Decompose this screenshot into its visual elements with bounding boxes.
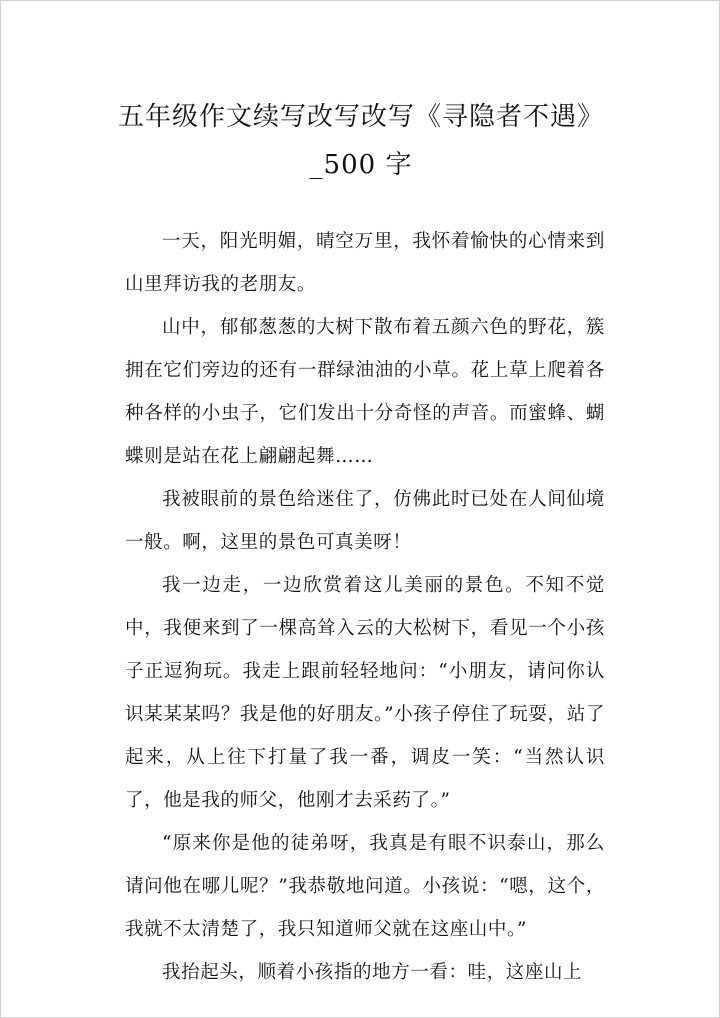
paragraph-3: 我被眼前的景色给迷住了，仿佛此时已处在人间仙境一般。啊，这里的景色可真美呀！	[125, 489, 605, 553]
document-title-line-2: _500 字	[309, 150, 413, 180]
document-title-line-1: 五年级作文续写改写改写《寻隐者不遇》	[117, 102, 604, 132]
paragraph-1: 一天，阳光明媚，晴空万里，我怀着愉快的心情来到山里拜访我的老朋友。	[125, 231, 605, 295]
paragraph-5: “原来你是他的徒弟呀，我真是有眼不识泰山，那么请问他在哪儿呢？”我恭敬地问道。小孩说：“嗯，这个，我就不太清楚了，我只知道师父就在这座山中。”	[125, 833, 605, 940]
paragraph-2: 山中，郁郁葱葱的大树下散布着五颜六色的野花，簇拥在它们旁边的还有一群绿油油的小草。花上草上爬着各种各样的小虫子，它们发出十分奇怪的声音。而蜜蜂、蝴蝶则是站在花上翩翩起舞……	[125, 317, 605, 467]
paragraph-4: 我一边走，一边欣赏着这儿美丽的景色。不知不觉中，我便来到了一棵高耸入云的大松树下，看见一个小孩子正逗狗玩。我走上跟前轻轻地问：“小朋友，请问你认识某某某吗？我是他的好朋友。”小孩子停住了玩耍，站了起来，从上往下打量了我一番，调皮一笑：“当然认识了，他是我的师父，他刚才去采药了。”	[125, 575, 605, 811]
document-body	[125, 220, 605, 994]
paragraph-6: 我抬起头，顺着小孩指的地方一看：哇，这座山上	[162, 962, 583, 983]
